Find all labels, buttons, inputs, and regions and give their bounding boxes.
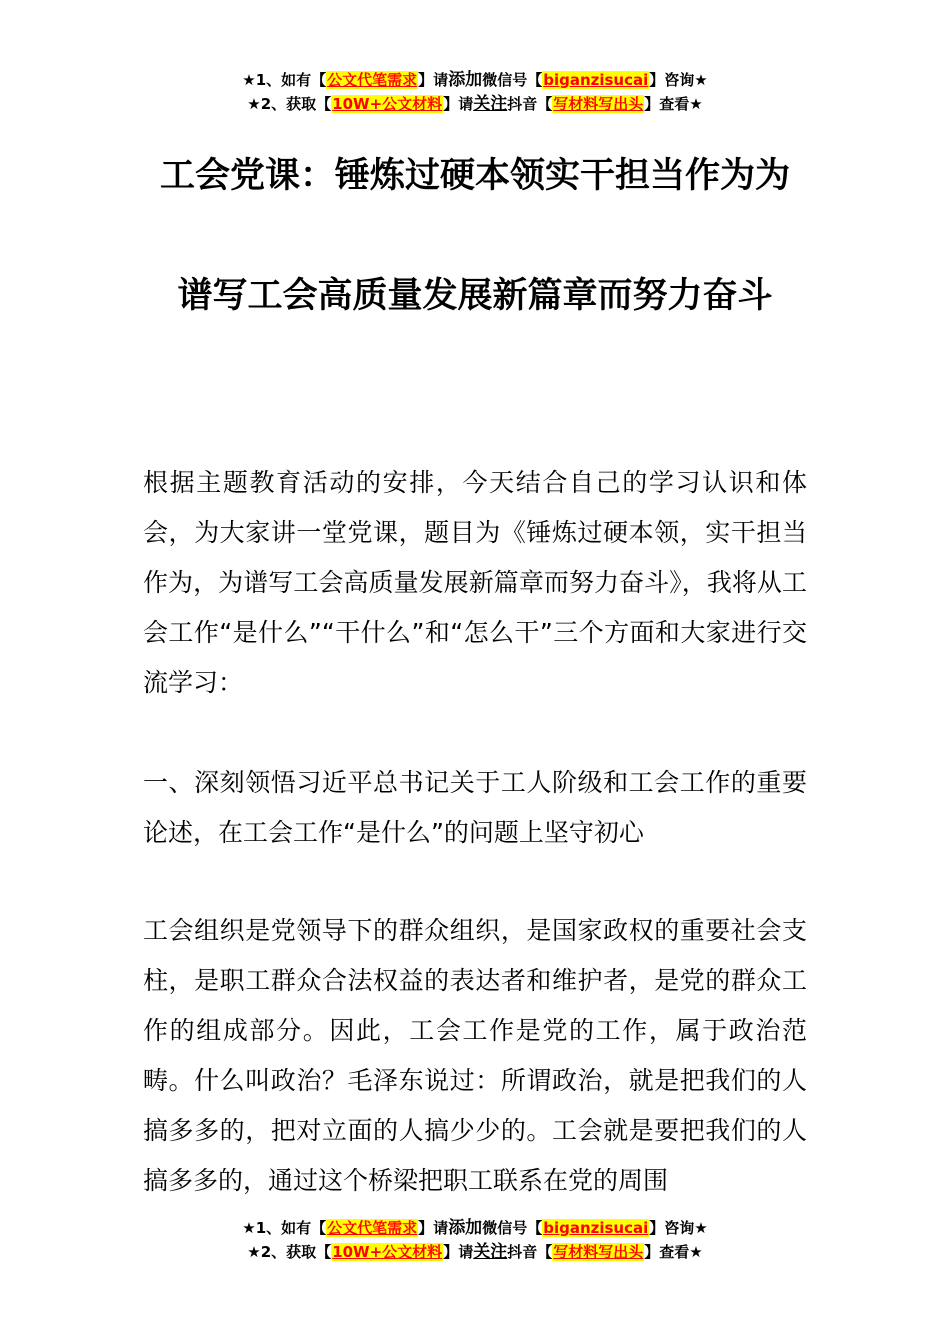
banner-text: ★1、如有【 xyxy=(242,71,327,89)
banner-text: ★2、获取【 xyxy=(247,95,332,113)
banner-text: 】咨询★ xyxy=(649,71,708,89)
banner-text: 】请 xyxy=(418,71,449,89)
emphasis-text: 添加 xyxy=(448,1218,483,1238)
banner-line-2 xyxy=(0,1240,950,1264)
banner-text: 微信号【 xyxy=(482,71,543,89)
highlight-text: 公文代笔需求 xyxy=(327,1219,418,1237)
intro-paragraph: 根据主题教育活动的安排，今天结合自己的学习认识和体会，为大家讲一堂党课，题目为《锤炼过硬本领，实干担当作为，为谱写工会高质量发展新篇章而努力奋斗》，我将从工会工作“是什么”“干什么”和“怎么干”三个方面和大家进行交流学习： xyxy=(143,468,807,697)
section-heading-1: 一、深刻领悟习近平总书记关于工人阶级和工会工作的重要论述，在工会工作“是什么”的问题上坚守初心 xyxy=(143,768,807,847)
banner-text: ★1、如有【 xyxy=(242,1219,327,1237)
highlight-text: 10W+公文材料 xyxy=(332,1243,443,1261)
body-paragraph: 工会组织是党领导下的群众组织，是国家政权的重要社会支柱，是职工群众合法权益的表达者和维护者，是党的群众工作的组成部分。因此，工会工作是党的工作，属于政治范畴。什么叫政治？毛泽东说过：所谓政治，就是把我们的人搞多多的，把对立面的人搞少少的。工会就是要把我们的人搞多多的，通过这个桥梁把职工联系在党的周围 xyxy=(143,916,807,1195)
highlight-text: biganzisucai xyxy=(543,1219,649,1237)
banner-text: 】请 xyxy=(418,1219,449,1237)
document-title-line-1: 工会党课：锤炼过硬本领实干担当作为为 xyxy=(159,156,790,196)
banner-text: 】查看★ xyxy=(644,95,703,113)
highlight-text: 写材料写出头 xyxy=(553,95,644,113)
document-title-line-2: 谱写工会高质量发展新篇章而努力奋斗 xyxy=(177,276,773,316)
banner-text: 抖音【 xyxy=(507,95,553,113)
banner-line-1 xyxy=(0,68,950,92)
highlight-text: 公文代笔需求 xyxy=(327,71,418,89)
banner-text: ★2、获取【 xyxy=(247,1243,332,1261)
banner-text: 】请 xyxy=(443,95,474,113)
banner-line-1 xyxy=(0,1216,950,1240)
emphasis-text: 关注 xyxy=(473,1242,508,1262)
banner-text: 】查看★ xyxy=(644,1243,703,1261)
header-banner xyxy=(0,68,950,116)
banner-text: 】咨询★ xyxy=(649,1219,708,1237)
banner-line-2 xyxy=(0,92,950,116)
emphasis-text: 关注 xyxy=(473,94,508,114)
emphasis-text: 添加 xyxy=(448,70,483,90)
highlight-text: 10W+公文材料 xyxy=(332,95,443,113)
banner-text: 抖音【 xyxy=(507,1243,553,1261)
banner-text: 微信号【 xyxy=(482,1219,543,1237)
footer-banner xyxy=(0,1216,950,1264)
highlight-text: biganzisucai xyxy=(543,71,649,89)
highlight-text: 写材料写出头 xyxy=(553,1243,644,1261)
banner-text: 】请 xyxy=(443,1243,474,1261)
